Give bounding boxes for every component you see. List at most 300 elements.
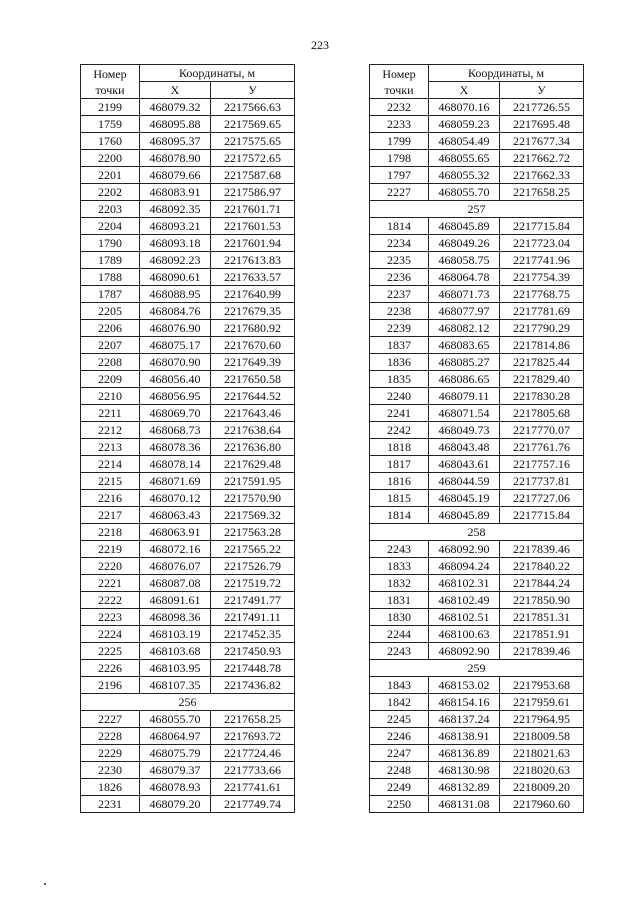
y-coordinate-cell: 2217851.91 <box>500 626 584 643</box>
point-number-cell: 1788 <box>81 269 140 286</box>
x-coordinate-cell: 468072.16 <box>140 541 211 558</box>
table-row <box>370 167 584 184</box>
y-coordinate-cell: 2217715.84 <box>500 218 584 235</box>
y-coordinate-cell: 2217640.99 <box>211 286 295 303</box>
point-number-cell: 1826 <box>81 779 140 796</box>
x-coordinate-cell: 468079.20 <box>140 796 211 813</box>
point-number-cell: 2227 <box>81 711 140 728</box>
x-coordinate-cell: 468076.07 <box>140 558 211 575</box>
table-row <box>81 354 295 371</box>
x-coordinate-cell: 468079.66 <box>140 167 211 184</box>
y-coordinate-cell: 2217601.94 <box>211 235 295 252</box>
x-coordinate-cell: 468100.63 <box>429 626 500 643</box>
table-row <box>81 422 295 439</box>
point-number-cell: 2215 <box>81 473 140 490</box>
point-number-cell: 1797 <box>370 167 429 184</box>
point-number-cell: 2208 <box>81 354 140 371</box>
y-coordinate-cell: 2217658.25 <box>500 184 584 201</box>
section-label: 256 <box>81 694 295 711</box>
x-coordinate-cell: 468095.88 <box>140 116 211 133</box>
y-coordinate-cell: 2217770.07 <box>500 422 584 439</box>
point-number-cell: 1814 <box>370 218 429 235</box>
table-row <box>370 541 584 558</box>
x-coordinate-cell: 468103.95 <box>140 660 211 677</box>
table-body-left <box>81 99 295 813</box>
point-number-cell: 2245 <box>370 711 429 728</box>
y-coordinate-cell: 2217829.40 <box>500 371 584 388</box>
point-number-cell: 1843 <box>370 677 429 694</box>
table-row <box>370 133 584 150</box>
point-number-cell: 2211 <box>81 405 140 422</box>
point-number-cell: 2202 <box>81 184 140 201</box>
point-number-cell: 1837 <box>370 337 429 354</box>
section-label: 258 <box>370 524 584 541</box>
table-row <box>81 371 295 388</box>
y-coordinate-cell: 2217695.48 <box>500 116 584 133</box>
y-coordinate-cell: 2217825.44 <box>500 354 584 371</box>
table-row <box>370 150 584 167</box>
point-number-cell: 1835 <box>370 371 429 388</box>
header-x: X <box>429 82 500 99</box>
x-coordinate-cell: 468071.54 <box>429 405 500 422</box>
x-coordinate-cell: 468102.51 <box>429 609 500 626</box>
x-coordinate-cell: 468077.97 <box>429 303 500 320</box>
table-row <box>81 490 295 507</box>
table-row <box>370 439 584 456</box>
point-number-cell: 2210 <box>81 388 140 405</box>
y-coordinate-cell: 2217629.48 <box>211 456 295 473</box>
table-row <box>81 796 295 813</box>
table-row <box>370 626 584 643</box>
y-coordinate-cell: 2217761.76 <box>500 439 584 456</box>
y-coordinate-cell: 2217643.46 <box>211 405 295 422</box>
y-coordinate-cell: 2217569.32 <box>211 507 295 524</box>
x-coordinate-cell: 468056.95 <box>140 388 211 405</box>
header-number-line1: Номер <box>93 66 127 81</box>
section-row <box>81 694 295 711</box>
point-number-cell: 2196 <box>81 677 140 694</box>
y-coordinate-cell: 2218021.63 <box>500 745 584 762</box>
y-coordinate-cell: 2217450.93 <box>211 643 295 660</box>
point-number-cell: 2250 <box>370 796 429 813</box>
table-row <box>81 269 295 286</box>
x-coordinate-cell: 468103.19 <box>140 626 211 643</box>
section-row <box>370 660 584 677</box>
table-row <box>81 235 295 252</box>
point-number-cell: 2207 <box>81 337 140 354</box>
point-number-cell: 2243 <box>370 643 429 660</box>
table-row <box>370 235 584 252</box>
x-coordinate-cell: 468055.32 <box>429 167 500 184</box>
point-number-cell: 1799 <box>370 133 429 150</box>
table-row <box>370 405 584 422</box>
scan-dot <box>44 883 46 885</box>
point-number-cell: 2212 <box>81 422 140 439</box>
table-row <box>81 779 295 796</box>
table-row <box>370 558 584 575</box>
section-row <box>370 524 584 541</box>
y-coordinate-cell: 2217959.61 <box>500 694 584 711</box>
y-coordinate-cell: 2217715.84 <box>500 507 584 524</box>
x-coordinate-cell: 468064.97 <box>140 728 211 745</box>
point-number-cell: 2200 <box>81 150 140 167</box>
x-coordinate-cell: 468092.90 <box>429 643 500 660</box>
y-coordinate-cell: 2217741.96 <box>500 252 584 269</box>
point-number-cell: 1832 <box>370 575 429 592</box>
x-coordinate-cell: 468054.49 <box>429 133 500 150</box>
x-coordinate-cell: 468070.16 <box>429 99 500 116</box>
x-coordinate-cell: 468132.89 <box>429 779 500 796</box>
table-row <box>81 473 295 490</box>
point-number-cell: 2230 <box>81 762 140 779</box>
point-number-cell: 2219 <box>81 541 140 558</box>
header-point-number <box>370 65 429 99</box>
section-label: 259 <box>370 660 584 677</box>
header-coordinates: Координаты, м <box>140 65 295 82</box>
y-coordinate-cell: 2217723.04 <box>500 235 584 252</box>
x-coordinate-cell: 468063.43 <box>140 507 211 524</box>
y-coordinate-cell: 2217570.90 <box>211 490 295 507</box>
x-coordinate-cell: 468107.35 <box>140 677 211 694</box>
point-number-cell: 2205 <box>81 303 140 320</box>
table-row <box>81 626 295 643</box>
point-number-cell: 2225 <box>81 643 140 660</box>
point-number-cell: 1830 <box>370 609 429 626</box>
table-row <box>370 184 584 201</box>
section-label: 257 <box>370 201 584 218</box>
x-coordinate-cell: 468070.90 <box>140 354 211 371</box>
x-coordinate-cell: 468095.37 <box>140 133 211 150</box>
table-row <box>370 354 584 371</box>
y-coordinate-cell: 2217679.35 <box>211 303 295 320</box>
y-coordinate-cell: 2217566.63 <box>211 99 295 116</box>
y-coordinate-cell: 2217737.81 <box>500 473 584 490</box>
table-row <box>81 320 295 337</box>
y-coordinate-cell: 2217569.65 <box>211 116 295 133</box>
x-coordinate-cell: 468063.91 <box>140 524 211 541</box>
point-number-cell: 1833 <box>370 558 429 575</box>
x-coordinate-cell: 468094.24 <box>429 558 500 575</box>
table-row <box>370 286 584 303</box>
point-number-cell: 1789 <box>81 252 140 269</box>
x-coordinate-cell: 468079.11 <box>429 388 500 405</box>
y-coordinate-cell: 2217436.82 <box>211 677 295 694</box>
x-coordinate-cell: 468043.48 <box>429 439 500 456</box>
x-coordinate-cell: 468131.08 <box>429 796 500 813</box>
table-row <box>370 99 584 116</box>
table-row <box>81 286 295 303</box>
y-coordinate-cell: 2217638.64 <box>211 422 295 439</box>
point-number-cell: 2234 <box>370 235 429 252</box>
x-coordinate-cell: 468056.40 <box>140 371 211 388</box>
table-row <box>81 184 295 201</box>
x-coordinate-cell: 468078.14 <box>140 456 211 473</box>
x-coordinate-cell: 468098.36 <box>140 609 211 626</box>
point-number-cell: 2226 <box>81 660 140 677</box>
x-coordinate-cell: 468064.78 <box>429 269 500 286</box>
point-number-cell: 2231 <box>81 796 140 813</box>
table-row <box>81 558 295 575</box>
x-coordinate-cell: 468137.24 <box>429 711 500 728</box>
x-coordinate-cell: 468079.37 <box>140 762 211 779</box>
header-y: У <box>211 82 295 99</box>
point-number-cell: 2201 <box>81 167 140 184</box>
table-row <box>81 337 295 354</box>
table-row <box>370 490 584 507</box>
y-coordinate-cell: 2217749.74 <box>211 796 295 813</box>
y-coordinate-cell: 2217670.60 <box>211 337 295 354</box>
y-coordinate-cell: 2217850.90 <box>500 592 584 609</box>
x-coordinate-cell: 468045.89 <box>429 507 500 524</box>
table-row <box>81 507 295 524</box>
table-row <box>81 677 295 694</box>
y-coordinate-cell: 2217644.52 <box>211 388 295 405</box>
point-number-cell: 2247 <box>370 745 429 762</box>
y-coordinate-cell: 2217754.39 <box>500 269 584 286</box>
point-number-cell: 2203 <box>81 201 140 218</box>
point-number-cell: 2237 <box>370 286 429 303</box>
y-coordinate-cell: 2217693.72 <box>211 728 295 745</box>
x-coordinate-cell: 468092.23 <box>140 252 211 269</box>
y-coordinate-cell: 2217519.72 <box>211 575 295 592</box>
table-row <box>370 745 584 762</box>
y-coordinate-cell: 2217724.46 <box>211 745 295 762</box>
x-coordinate-cell: 468078.90 <box>140 150 211 167</box>
table-row <box>81 252 295 269</box>
point-number-cell: 2221 <box>81 575 140 592</box>
x-coordinate-cell: 468045.89 <box>429 218 500 235</box>
point-number-cell: 2228 <box>81 728 140 745</box>
y-coordinate-cell: 2217839.46 <box>500 541 584 558</box>
x-coordinate-cell: 468045.19 <box>429 490 500 507</box>
y-coordinate-cell: 2218009.58 <box>500 728 584 745</box>
x-coordinate-cell: 468153.02 <box>429 677 500 694</box>
x-coordinate-cell: 468085.27 <box>429 354 500 371</box>
x-coordinate-cell: 468079.32 <box>140 99 211 116</box>
point-number-cell: 2235 <box>370 252 429 269</box>
point-number-cell: 1836 <box>370 354 429 371</box>
y-coordinate-cell: 2217757.16 <box>500 456 584 473</box>
header-coordinates: Координаты, м <box>429 65 584 82</box>
point-number-cell: 2233 <box>370 116 429 133</box>
point-number-cell: 2249 <box>370 779 429 796</box>
table-body-right <box>370 99 584 813</box>
x-coordinate-cell: 468091.61 <box>140 592 211 609</box>
table-row <box>370 303 584 320</box>
x-coordinate-cell: 468055.70 <box>429 184 500 201</box>
table-row <box>81 388 295 405</box>
table-row <box>81 728 295 745</box>
y-coordinate-cell: 2217636.80 <box>211 439 295 456</box>
point-number-cell: 2246 <box>370 728 429 745</box>
table-row <box>370 796 584 813</box>
point-number-cell: 2220 <box>81 558 140 575</box>
y-coordinate-cell: 2217662.33 <box>500 167 584 184</box>
y-coordinate-cell: 2217650.58 <box>211 371 295 388</box>
y-coordinate-cell: 2217491.77 <box>211 592 295 609</box>
point-number-cell: 1831 <box>370 592 429 609</box>
header-number-line2: точки <box>384 82 414 97</box>
point-number-cell: 1760 <box>81 133 140 150</box>
y-coordinate-cell: 2217586.97 <box>211 184 295 201</box>
y-coordinate-cell: 2217790.29 <box>500 320 584 337</box>
point-number-cell: 2213 <box>81 439 140 456</box>
y-coordinate-cell: 2217964.95 <box>500 711 584 728</box>
section-row <box>370 201 584 218</box>
table-row <box>81 303 295 320</box>
y-coordinate-cell: 2217575.65 <box>211 133 295 150</box>
y-coordinate-cell: 2218009.20 <box>500 779 584 796</box>
y-coordinate-cell: 2217491.11 <box>211 609 295 626</box>
point-number-cell: 2223 <box>81 609 140 626</box>
table-row <box>81 762 295 779</box>
point-number-cell: 2241 <box>370 405 429 422</box>
table-row <box>370 252 584 269</box>
table-row <box>370 218 584 235</box>
x-coordinate-cell: 468092.90 <box>429 541 500 558</box>
y-coordinate-cell: 2217726.55 <box>500 99 584 116</box>
x-coordinate-cell: 468138.91 <box>429 728 500 745</box>
point-number-cell: 1814 <box>370 507 429 524</box>
y-coordinate-cell: 2217526.79 <box>211 558 295 575</box>
x-coordinate-cell: 468102.31 <box>429 575 500 592</box>
x-coordinate-cell: 468049.26 <box>429 235 500 252</box>
x-coordinate-cell: 468068.73 <box>140 422 211 439</box>
table-row <box>81 575 295 592</box>
table-row <box>370 320 584 337</box>
point-number-cell: 2214 <box>81 456 140 473</box>
point-number-cell: 2209 <box>81 371 140 388</box>
table-row <box>81 643 295 660</box>
point-number-cell: 2240 <box>370 388 429 405</box>
y-coordinate-cell: 2218020.63 <box>500 762 584 779</box>
point-number-cell: 1759 <box>81 116 140 133</box>
y-coordinate-cell: 2217452.35 <box>211 626 295 643</box>
header-number-line2: точки <box>95 82 125 97</box>
x-coordinate-cell: 468092.35 <box>140 201 211 218</box>
point-number-cell: 2244 <box>370 626 429 643</box>
table-row <box>370 507 584 524</box>
x-coordinate-cell: 468076.90 <box>140 320 211 337</box>
x-coordinate-cell: 468087.08 <box>140 575 211 592</box>
table-row <box>370 116 584 133</box>
y-coordinate-cell: 2217591.95 <box>211 473 295 490</box>
point-number-cell: 2227 <box>370 184 429 201</box>
page-number: 223 <box>311 38 329 52</box>
table-row <box>370 337 584 354</box>
y-coordinate-cell: 2217830.28 <box>500 388 584 405</box>
y-coordinate-cell: 2217741.61 <box>211 779 295 796</box>
point-number-cell: 2248 <box>370 762 429 779</box>
table-row <box>81 609 295 626</box>
x-coordinate-cell: 468086.65 <box>429 371 500 388</box>
coordinates-table-right <box>369 64 584 813</box>
x-coordinate-cell: 468093.18 <box>140 235 211 252</box>
point-number-cell: 2222 <box>81 592 140 609</box>
table-row <box>81 201 295 218</box>
x-coordinate-cell: 468078.36 <box>140 439 211 456</box>
table-row <box>370 371 584 388</box>
point-number-cell: 2239 <box>370 320 429 337</box>
point-number-cell: 1798 <box>370 150 429 167</box>
point-number-cell: 2243 <box>370 541 429 558</box>
y-coordinate-cell: 2217587.68 <box>211 167 295 184</box>
table-row <box>81 541 295 558</box>
header-number-line1: Номер <box>382 66 416 81</box>
coordinates-table-left <box>80 64 295 813</box>
y-coordinate-cell: 2217633.57 <box>211 269 295 286</box>
table-row <box>370 575 584 592</box>
y-coordinate-cell: 2217601.71 <box>211 201 295 218</box>
table-row <box>370 473 584 490</box>
table-row <box>370 388 584 405</box>
y-coordinate-cell: 2217781.69 <box>500 303 584 320</box>
x-coordinate-cell: 468075.79 <box>140 745 211 762</box>
y-coordinate-cell: 2217727.06 <box>500 490 584 507</box>
point-number-cell: 2242 <box>370 422 429 439</box>
table-row <box>370 422 584 439</box>
table-row <box>81 218 295 235</box>
table-row <box>370 592 584 609</box>
table-row <box>81 405 295 422</box>
table-row <box>370 456 584 473</box>
table-row <box>370 677 584 694</box>
table-row <box>81 99 295 116</box>
point-number-cell: 1790 <box>81 235 140 252</box>
point-number-cell: 2217 <box>81 507 140 524</box>
table-row <box>81 524 295 541</box>
table-row <box>370 643 584 660</box>
point-number-cell: 1842 <box>370 694 429 711</box>
point-number-cell: 1817 <box>370 456 429 473</box>
y-coordinate-cell: 2217768.75 <box>500 286 584 303</box>
table-row <box>81 456 295 473</box>
x-coordinate-cell: 468069.70 <box>140 405 211 422</box>
y-coordinate-cell: 2217814.86 <box>500 337 584 354</box>
table-row <box>370 762 584 779</box>
point-number-cell: 2232 <box>370 99 429 116</box>
table-row <box>81 711 295 728</box>
x-coordinate-cell: 468084.76 <box>140 303 211 320</box>
point-number-cell: 1815 <box>370 490 429 507</box>
table-row <box>81 116 295 133</box>
point-number-cell: 2236 <box>370 269 429 286</box>
table-row <box>81 592 295 609</box>
header-point-number <box>81 65 140 99</box>
y-coordinate-cell: 2217565.22 <box>211 541 295 558</box>
table-row <box>370 711 584 728</box>
point-number-cell: 2224 <box>81 626 140 643</box>
point-number-cell: 2199 <box>81 99 140 116</box>
table-row <box>81 133 295 150</box>
point-number-cell: 2204 <box>81 218 140 235</box>
header-y: У <box>500 82 584 99</box>
table-row <box>81 167 295 184</box>
point-number-cell: 2238 <box>370 303 429 320</box>
x-coordinate-cell: 468044.59 <box>429 473 500 490</box>
x-coordinate-cell: 468102.49 <box>429 592 500 609</box>
table-row <box>370 694 584 711</box>
table-row <box>370 779 584 796</box>
y-coordinate-cell: 2217613.83 <box>211 252 295 269</box>
y-coordinate-cell: 2217572.65 <box>211 150 295 167</box>
y-coordinate-cell: 2217960.60 <box>500 796 584 813</box>
table-row <box>81 745 295 762</box>
y-coordinate-cell: 2217680.92 <box>211 320 295 337</box>
table-row <box>81 660 295 677</box>
point-number-cell: 2216 <box>81 490 140 507</box>
x-coordinate-cell: 468043.61 <box>429 456 500 473</box>
